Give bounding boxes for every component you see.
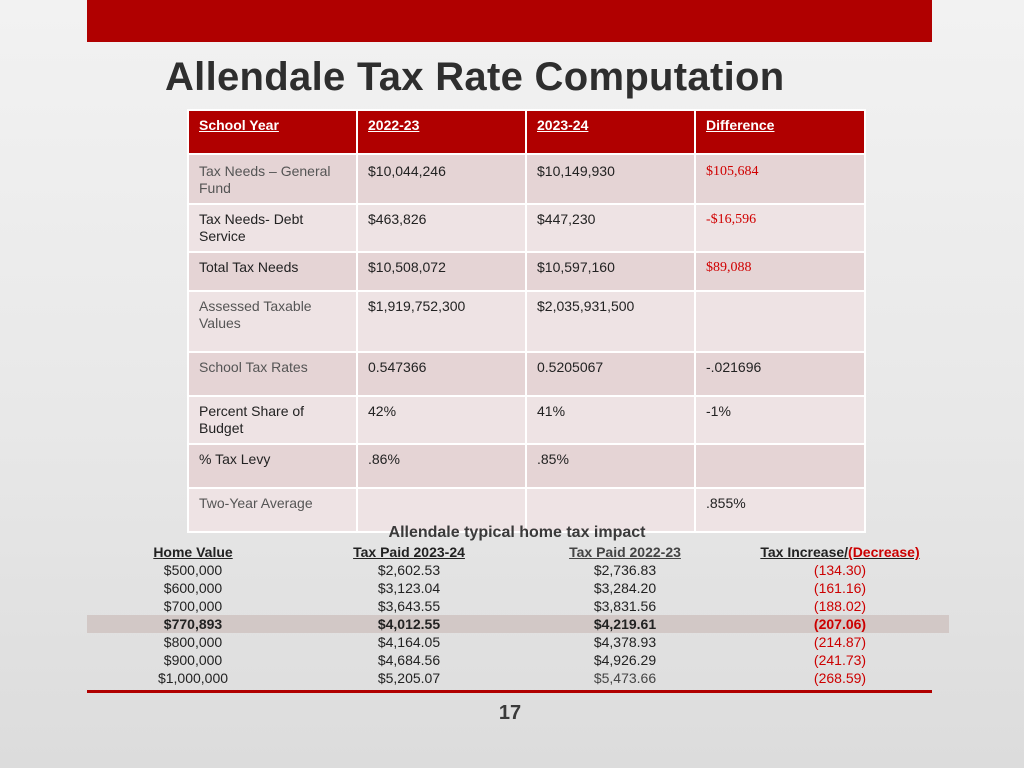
- cell: $2,035,931,500: [526, 291, 695, 352]
- cell: 41%: [526, 396, 695, 444]
- cell: [695, 291, 865, 352]
- cell: .855%: [695, 488, 865, 532]
- header-tax-paid-2022-23: Tax Paid 2022-23: [569, 544, 681, 560]
- tax-change: (161.16): [813, 580, 867, 596]
- impact-row: [87, 597, 949, 615]
- tax-2022: $3,284.20: [593, 580, 657, 596]
- row-label: Two-Year Average: [188, 488, 357, 532]
- page-title: Allendale Tax Rate Computation: [165, 55, 785, 99]
- table-row: [188, 252, 865, 291]
- tax-2023: $3,123.04: [377, 580, 441, 596]
- home-tax-impact-table: [87, 543, 949, 687]
- table-row: [188, 154, 865, 204]
- tax-change: (268.59): [813, 670, 867, 686]
- tax-2023: $2,602.53: [377, 562, 441, 578]
- impact-header-row: [87, 543, 949, 561]
- header-tax-increase-decrease: [731, 543, 949, 561]
- home-value: $770,893: [87, 615, 299, 633]
- tax-2023: $5,205.07: [377, 670, 441, 686]
- table-header-row: [188, 110, 865, 154]
- tax-2023: $4,164.05: [377, 634, 441, 650]
- table-row: [188, 352, 865, 396]
- tax-2022: $4,926.29: [593, 652, 657, 668]
- header-2022-23: 2022-23: [357, 110, 526, 154]
- cell: $10,044,246: [357, 154, 526, 204]
- tax-2022: $4,219.61: [519, 615, 731, 633]
- impact-row: [87, 633, 949, 651]
- home-value: $500,000: [163, 562, 223, 578]
- cell: $447,230: [526, 204, 695, 252]
- cell: .85%: [526, 444, 695, 488]
- home-value: $600,000: [163, 580, 223, 596]
- cell: $10,149,930: [526, 154, 695, 204]
- home-value: $1,000,000: [157, 670, 229, 686]
- tax-change: (207.06): [731, 615, 949, 633]
- header-2023-24: 2023-24: [526, 110, 695, 154]
- cell: [695, 444, 865, 488]
- cell: -1%: [695, 396, 865, 444]
- tax-change: (241.73): [813, 652, 867, 668]
- bottom-accent-line: [87, 690, 932, 693]
- header-school-year: School Year: [188, 110, 357, 154]
- table-row: [188, 291, 865, 352]
- home-value: $900,000: [163, 652, 223, 668]
- header-home-value: Home Value: [153, 544, 233, 560]
- cell: $10,597,160: [526, 252, 695, 291]
- tax-2023: $3,643.55: [377, 598, 441, 614]
- cell: -$16,596: [695, 204, 865, 252]
- impact-row: [87, 651, 949, 669]
- header-slash: /: [844, 544, 849, 560]
- row-label: Tax Needs- Debt Service: [188, 204, 357, 252]
- cell: $105,684: [695, 154, 865, 204]
- cell: 0.547366: [357, 352, 526, 396]
- row-label: Assessed Taxable Values: [188, 291, 357, 352]
- page-number: 17: [498, 702, 522, 724]
- tax-2022: $3,831.56: [593, 598, 657, 614]
- tax-change: (188.02): [813, 598, 867, 614]
- impact-row: [87, 579, 949, 597]
- cell: $463,826: [357, 204, 526, 252]
- cell: $10,508,072: [357, 252, 526, 291]
- tax-2023: $4,012.55: [299, 615, 519, 633]
- header-difference: Difference: [695, 110, 865, 154]
- cell: $89,088: [695, 252, 865, 291]
- table-row: [188, 204, 865, 252]
- impact-row: [87, 561, 949, 579]
- cell: 42%: [357, 396, 526, 444]
- cell: 0.5205067: [526, 352, 695, 396]
- impact-title: Allendale typical home tax impact: [388, 524, 646, 541]
- header-decrease-label: (Decrease): [848, 544, 920, 560]
- row-label: % Tax Levy: [188, 444, 357, 488]
- tax-2022: $4,378.93: [593, 634, 657, 650]
- row-label: Tax Needs – General Fund: [188, 154, 357, 204]
- header-increase-label: Tax Increase: [760, 544, 845, 560]
- table-row: [188, 444, 865, 488]
- home-value: $700,000: [163, 598, 223, 614]
- cell: .86%: [357, 444, 526, 488]
- row-label: Total Tax Needs: [188, 252, 357, 291]
- tax-computation-table: [187, 109, 866, 533]
- header-tax-paid-2023-24: Tax Paid 2023-24: [353, 544, 465, 560]
- home-value: $800,000: [163, 634, 223, 650]
- tax-change: (214.87): [813, 634, 867, 650]
- top-accent-bar: [87, 0, 932, 42]
- tax-2023: $4,684.56: [377, 652, 441, 668]
- cell: $1,919,752,300: [357, 291, 526, 352]
- tax-change: (134.30): [813, 562, 867, 578]
- impact-row: [87, 669, 949, 687]
- table-row: [188, 396, 865, 444]
- row-label: School Tax Rates: [188, 352, 357, 396]
- row-label: Percent Share of Budget: [188, 396, 357, 444]
- cell: -.021696: [695, 352, 865, 396]
- tax-2022: $2,736.83: [593, 562, 657, 578]
- impact-row-highlighted: [87, 615, 949, 633]
- tax-2022: $5,473.66: [593, 670, 657, 686]
